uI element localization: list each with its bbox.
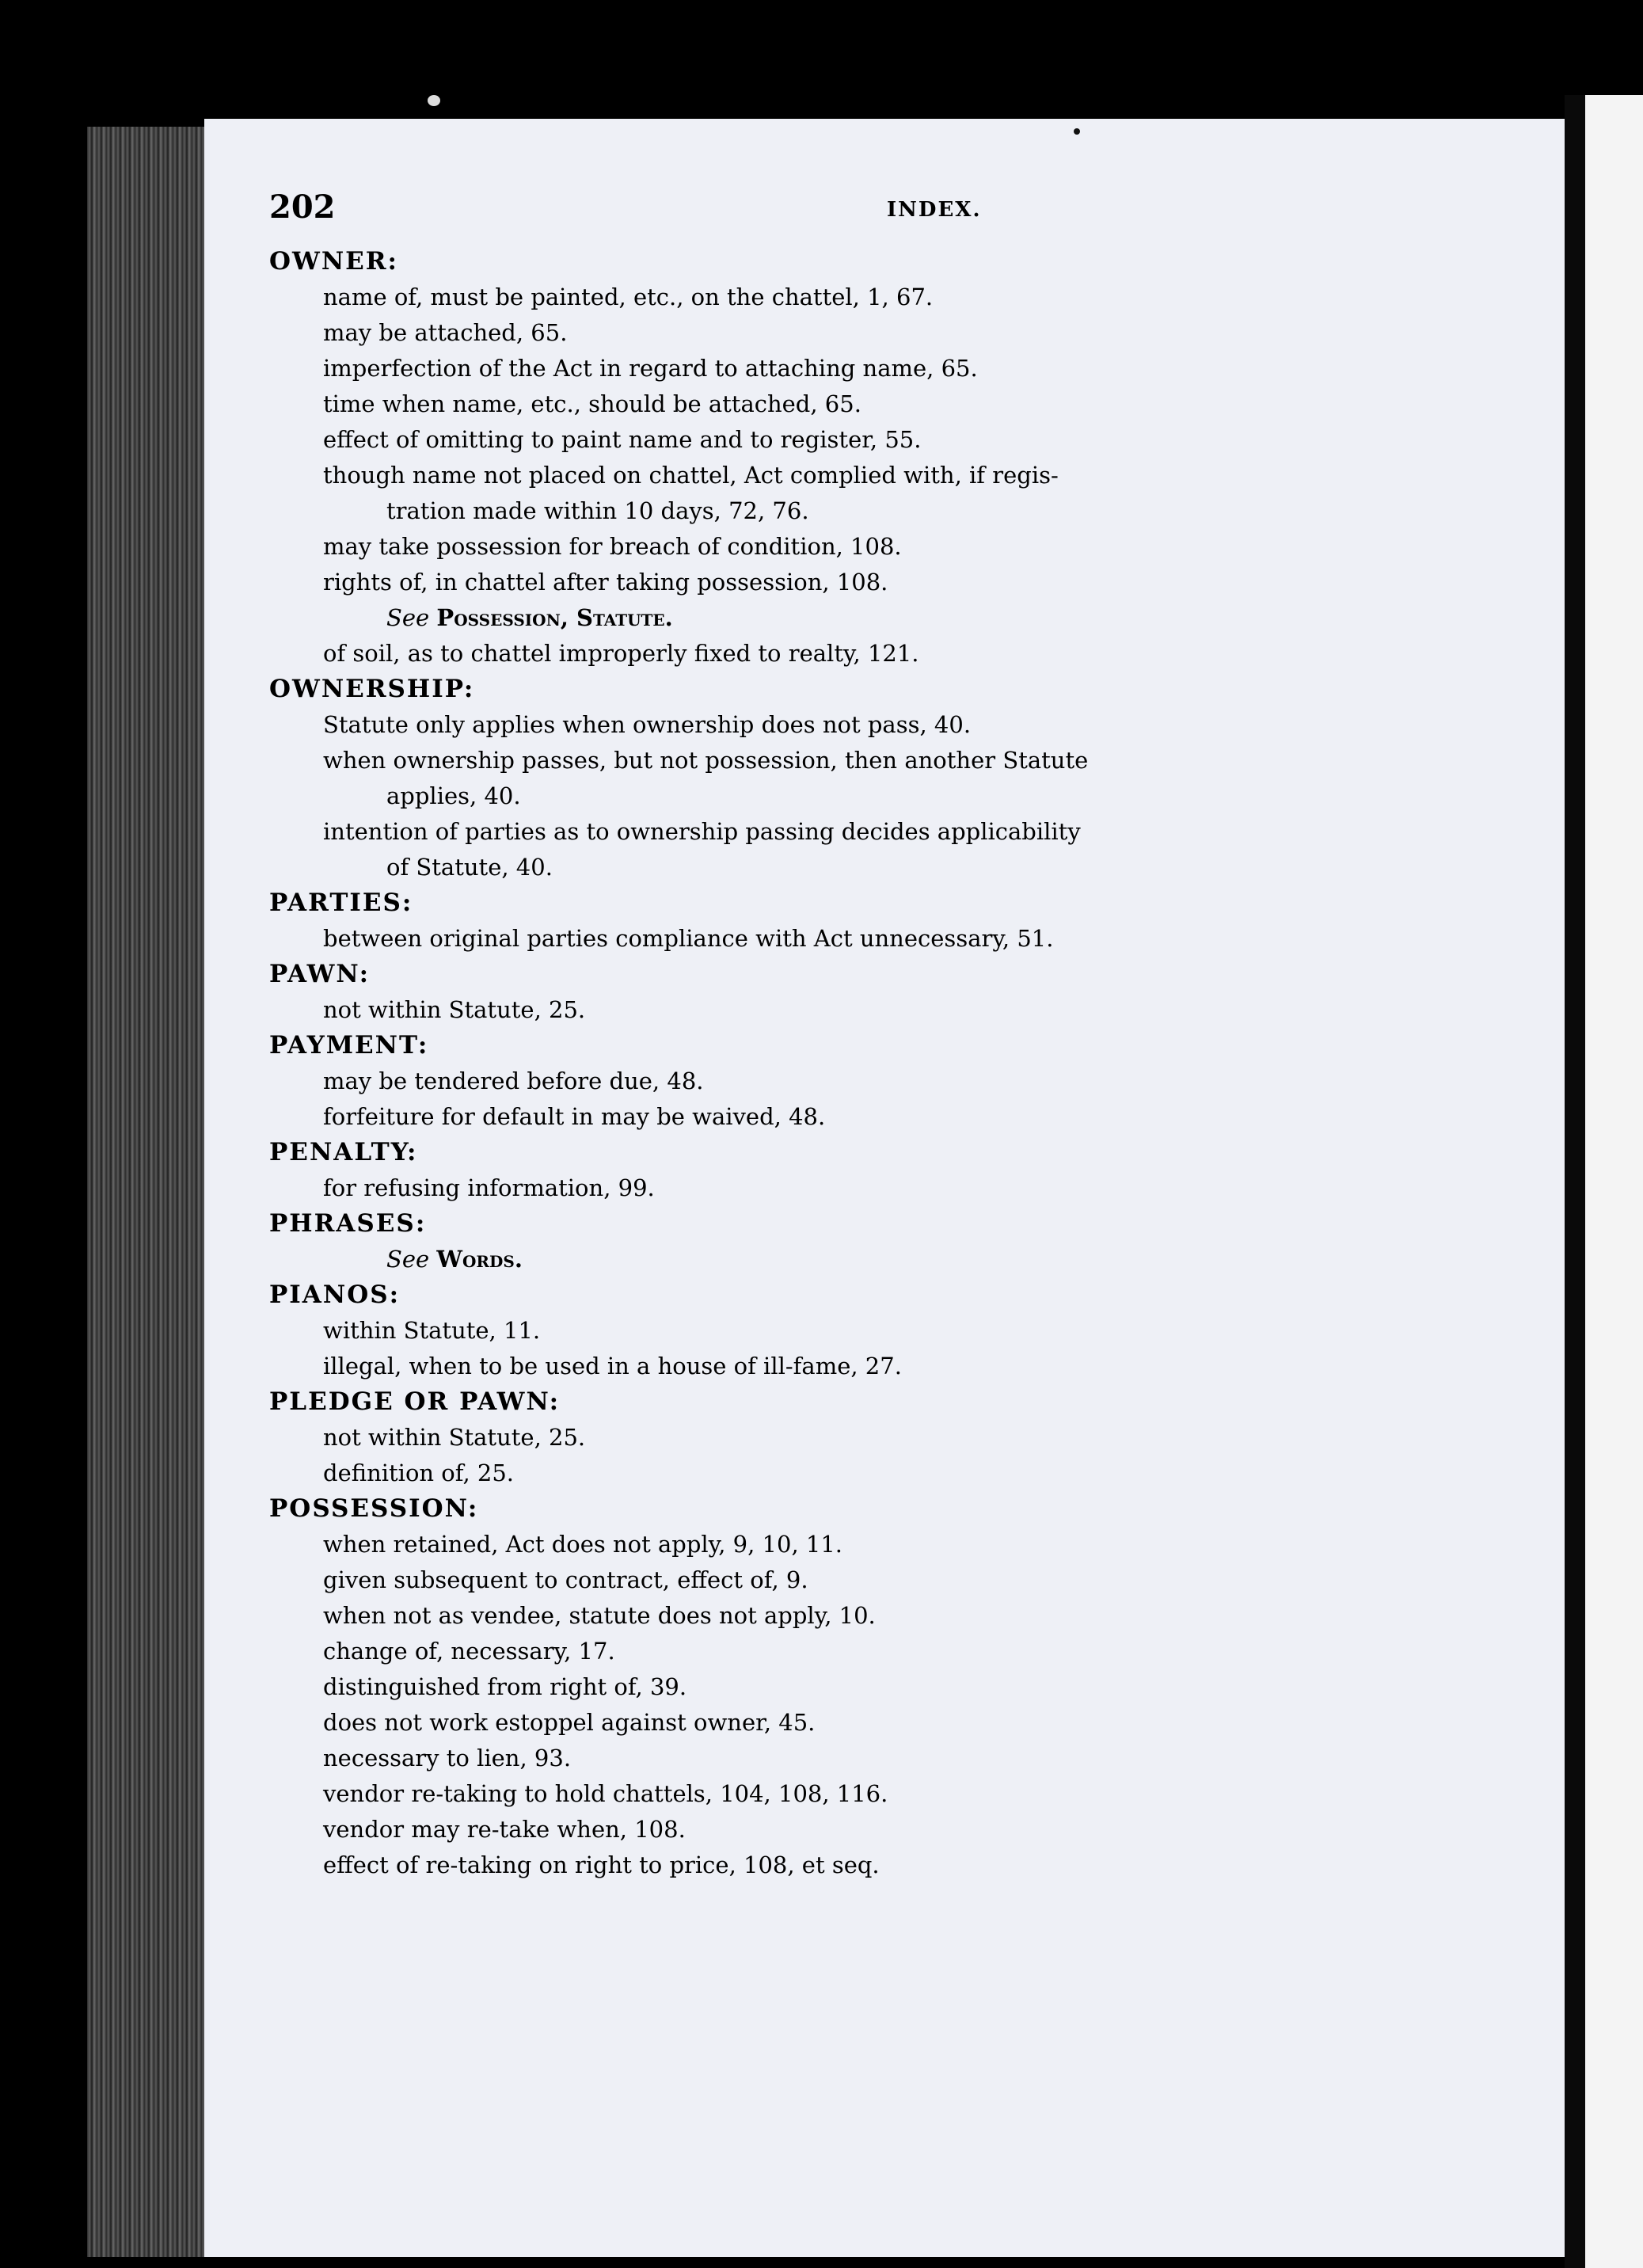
subentry-line: not within Statute, 25. [323, 1424, 586, 1451]
subentry-line: definition of, 25. [323, 1459, 515, 1486]
index-entry [269, 1277, 1504, 1384]
facing-page-edge [1585, 95, 1643, 2268]
subentry-line: does not work estoppel against owner, 45. [323, 1709, 816, 1736]
subentry-line: rights of, in chattel after taking possession, 108. [323, 569, 888, 596]
subentry-line: of soil, as to chattel improperly fixed to realty, 121. [323, 640, 919, 667]
see-reference: Possession, Statute. [436, 604, 673, 631]
cross-reference [386, 1242, 1504, 1277]
subentry-line: when retained, Act does not apply, 9, 10, 11. [323, 1531, 842, 1558]
subentry-line: Statute only applies when ownership does not pass, 40. [323, 711, 972, 738]
subentry-line: vendor re-taking to hold chattels, 104, 108, 116. [323, 1780, 888, 1807]
index-entry [269, 1491, 1504, 1883]
index-entry [269, 1028, 1504, 1135]
subentry-line: not within Statute, 25. [323, 996, 586, 1023]
running-head: INDEX. [887, 198, 982, 222]
index-entry [269, 1384, 1504, 1491]
subentry-line: necessary to lien, 93. [323, 1745, 572, 1771]
subentry-continuation: tration made within 10 days, 72, 76. [386, 497, 809, 524]
page-number: 202 [269, 188, 336, 226]
index-entry [269, 885, 1504, 957]
subentry-line: when ownership passes, but not possession, then another Statute [323, 747, 1089, 774]
entry-heading: PENALTY: [269, 1138, 418, 1166]
entry-heading: PAWN: [269, 960, 371, 988]
see-label: See [386, 604, 430, 631]
subentry-line: distinguished from right of, 39. [323, 1673, 687, 1700]
entry-heading: OWNERSHIP: [269, 675, 475, 703]
see-label: See [386, 1246, 430, 1273]
index-entries [269, 244, 1504, 1883]
subentry-continuation: of Statute, 40. [386, 854, 553, 881]
subentry-line: may be attached, 65. [323, 319, 568, 346]
subentry-continuation: applies, 40. [386, 782, 521, 809]
subentry-line: intention of parties as to ownership passing decides applicability [323, 818, 1081, 845]
subentry-line: for refusing information, 99. [323, 1174, 655, 1201]
see-reference: Words. [436, 1246, 523, 1273]
cross-reference [386, 600, 1504, 636]
subentry-line: may take possession for breach of condition, 108. [323, 533, 902, 560]
subentry-line: may be tendered before due, 48. [323, 1067, 704, 1094]
page-gutter [1565, 95, 1585, 2268]
subentry-line: forfeiture for default in may be waived, 48. [323, 1103, 826, 1130]
entry-heading: OWNER: [269, 247, 398, 276]
index-entry [269, 957, 1504, 1028]
entry-heading: POSSESSION: [269, 1494, 479, 1523]
index-entry [269, 244, 1504, 672]
subentry-line: though name not placed on chattel, Act complied with, if regis- [323, 462, 1059, 489]
subentry-line: illegal, when to be used in a house of ill-fame, 27. [323, 1353, 902, 1379]
subentry-line: between original parties compliance with Act unnecessary, 51. [323, 925, 1054, 952]
entry-heading: PIANOS: [269, 1281, 401, 1309]
subentry-line: given subsequent to contract, effect of, 9. [323, 1566, 808, 1593]
speck-mark [428, 95, 440, 106]
subentry-line: time when name, etc., should be attached, 65. [323, 390, 861, 417]
subentry-line: effect of re-taking on right to price, 108, et seq. [323, 1851, 880, 1878]
index-entry [269, 672, 1504, 885]
entry-heading: PHRASES: [269, 1209, 427, 1238]
subentry-line: when not as vendee, statute does not apply, 10. [323, 1602, 876, 1629]
subentry-line: name of, must be painted, etc., on the chattel, 1, 67. [323, 284, 934, 310]
subentry-line: imperfection of the Act in regard to attaching name, 65. [323, 355, 978, 382]
subentry-line: change of, necessary, 17. [323, 1638, 615, 1665]
entry-heading: PLEDGE OR PAWN: [269, 1387, 561, 1416]
entry-heading: PAYMENT: [269, 1031, 429, 1060]
subentry-line: vendor may re-take when, 108. [323, 1816, 686, 1843]
subentry-line: within Statute, 11. [323, 1317, 541, 1344]
book-spine-edge [87, 127, 206, 2257]
index-entry [269, 1135, 1504, 1206]
speck-mark [1074, 128, 1080, 135]
entry-heading: PARTIES: [269, 889, 413, 917]
subentry-line: effect of omitting to paint name and to register, 55. [323, 426, 922, 453]
index-entry [269, 1206, 1504, 1277]
